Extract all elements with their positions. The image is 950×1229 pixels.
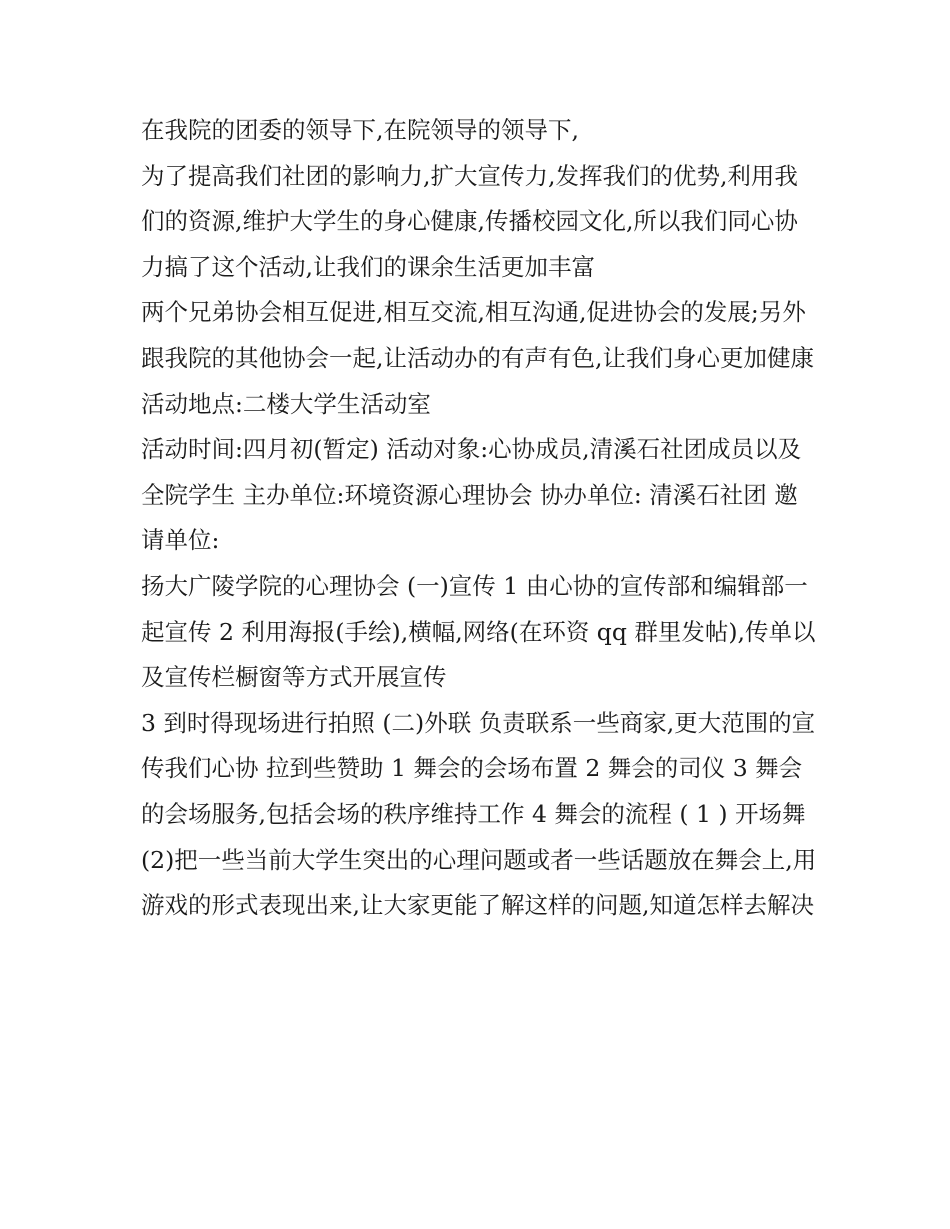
paragraph: 两个兄弟协会相互促进,相互交流,相互沟通,促进协会的发展;另外跟我院的其他协会一起,让活动办的有声有色,让我们身心更加健康 活动地点:二楼大学生活动室 xyxy=(141,298,814,418)
body-text xyxy=(141,108,821,929)
paragraph: 为了提高我们社团的影响力,扩大宣传力,发挥我们的优势,利用我们的资源,维护大学生的身心健康,传播校园文化,所以我们同心协力搞了这个活动,让我们的课余生活更加丰富 xyxy=(141,161,798,281)
paragraph: 在我院的团委的领导下,在院领导的领导下, xyxy=(141,116,579,144)
paragraph: 扬大广陵学院的心理协会 (一)宣传 1 由心协的宣传部和编辑部一起宣传 2 利用海报(手绘),横幅,网络(在环资 qq 群里发帖),传单以及宣传栏橱窗等方式开展宣传 xyxy=(141,571,816,692)
paragraph: 活动时间:四月初(暂定) 活动对象:心协成员,清溪石社团成员以及全院学生 主办单位:环境资源心理协会 协办单位: 清溪石社团 邀请单位: xyxy=(141,435,802,555)
paragraph: 3 到时得现场进行拍照 (二)外联 负责联系一些商家,更大范围的宣传我们心协 拉到些赞助 1 舞会的会场布置 2 舞会的司仪 3 舞会的会场服务,包括会场的秩序维持工作 4 舞会的流程 ( 1 ) 开场舞 xyxy=(141,708,816,828)
paragraph: (2)把一些当前大学生突出的心理问题或者一些话题放在舞会上,用游戏的形式表现出来,让大家更能了解这样的问题,知道怎样去解决 xyxy=(141,845,817,920)
